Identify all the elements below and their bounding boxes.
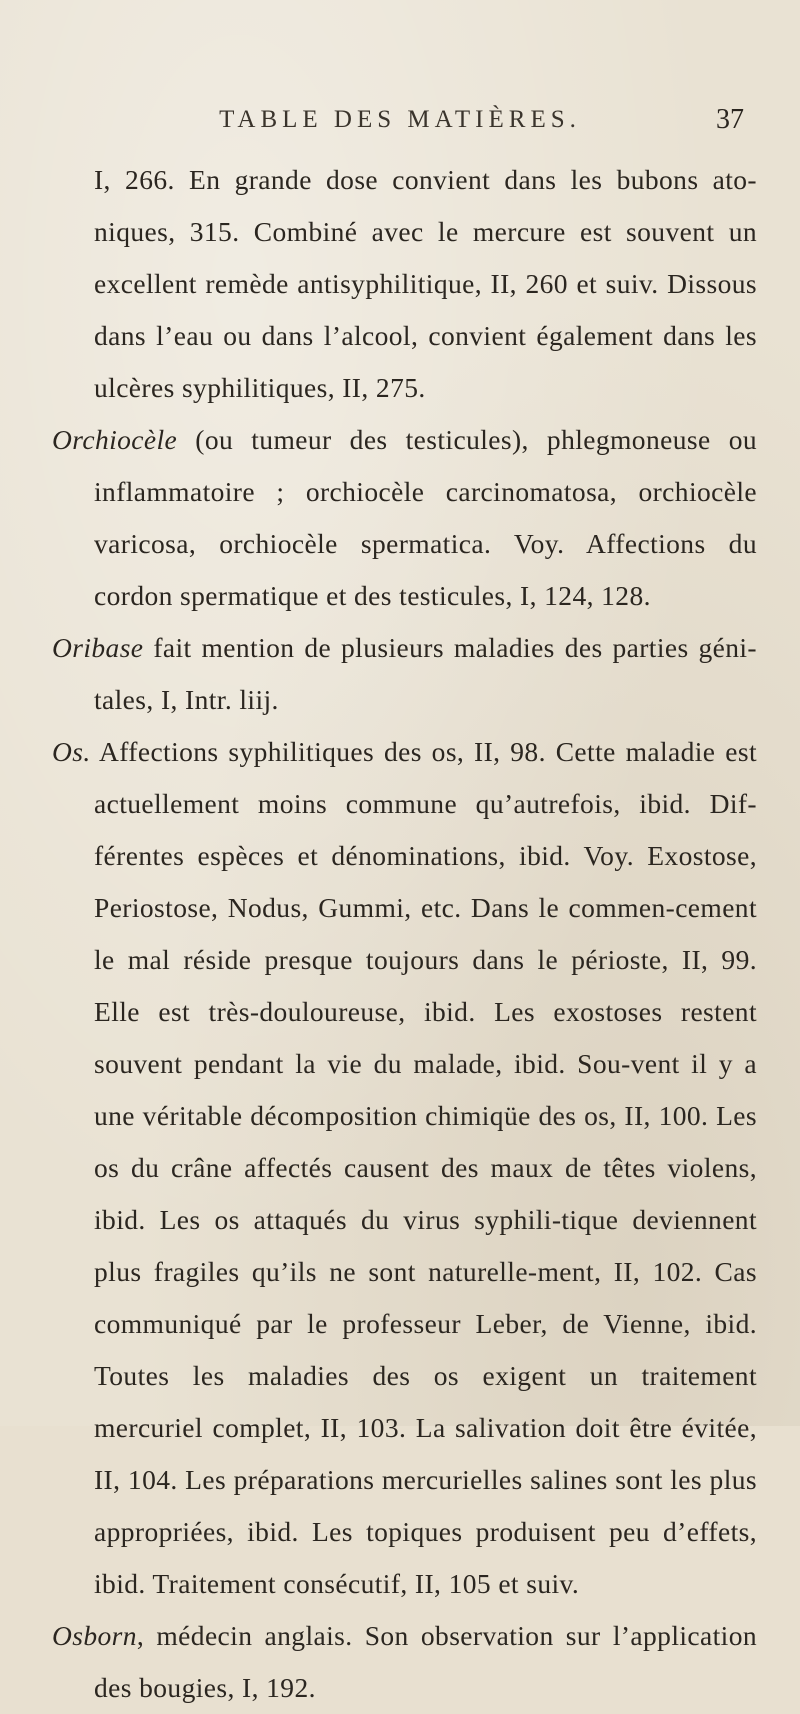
entry-headword: Osborn: [52, 1620, 137, 1651]
page-header: [0, 104, 800, 154]
entry-text: Affections syphilitiques des os, II, 98. Cette maladie est actuellement moins commune qu’autrefois, ibid. Dif-férentes espèces et dénominations, ibid. Voy. Exostose, Periostose, Nodus, Gummi, etc. Dans le commen-cement le mal réside presque toujours dans le périoste, II, 99. Elle est très-douloureuse, ibid. Les exostoses restent souvent pendant la vie du malade, ibid. Sou-vent il y a une véritable décomposition chimiqüe des os, II, 100. Les os du crâne affectés causent des maux de têtes violens, ibid. Les os attaqués du virus syphili-tique deviennent plus fragiles qu’ils ne sont naturelle-ment, II, 102. Cas communiqué par le professeur Leber, de Vienne, ibid. Toutes les maladies des os exigent un traitement mercuriel complet, II, 103. La salivation doit être évitée, II, 104. Les préparations mercurielles salines sont les plus appropriées, ibid. Les topiques produisent peu d’effets, ibid. Traitement consécutif, II, 105 et suiv.: [90, 736, 757, 1599]
running-title: TABLE DES MATIÈRES.: [219, 106, 581, 133]
index-entry-os: [52, 726, 757, 1610]
index-entry-continuation: [52, 154, 757, 414]
entry-headword: Orchiocèle: [52, 424, 178, 455]
entry-text: I, 266. En grande dose convient dans les bubons ato-niques, 315. Combiné avec le mercure est souvent un excellent remède antisyphilitique, II, 260 et suiv. Dissous dans l’eau ou dans l’alcool, convient également dans les ulcères syphilitiques, II, 275.: [94, 164, 757, 403]
entry-text: fait mention de plusieurs maladies des parties géni-tales, I, Intr. liij.: [94, 632, 757, 715]
entry-headword: Os.: [52, 736, 91, 767]
index-entry-oribase: [52, 622, 757, 726]
entry-text: (ou tumeur des testicules), phlegmoneuse ou inflammatoire ; orchiocèle carcinomatosa, orchiocèle varicosa, orchiocèle spermatica. Voy. Affections du cordon spermatique et des testicules, I, 124, 128.: [94, 424, 757, 611]
entry-text: , médecin anglais. Son observation sur l’application des bougies, I, 192.: [94, 1620, 757, 1703]
index-entry-orchiocele: [52, 414, 757, 622]
entry-headword: Oribase: [52, 632, 144, 663]
index-entry-osborn: [52, 1610, 757, 1714]
index-body: [52, 154, 757, 1714]
page-number: 37: [716, 104, 744, 135]
